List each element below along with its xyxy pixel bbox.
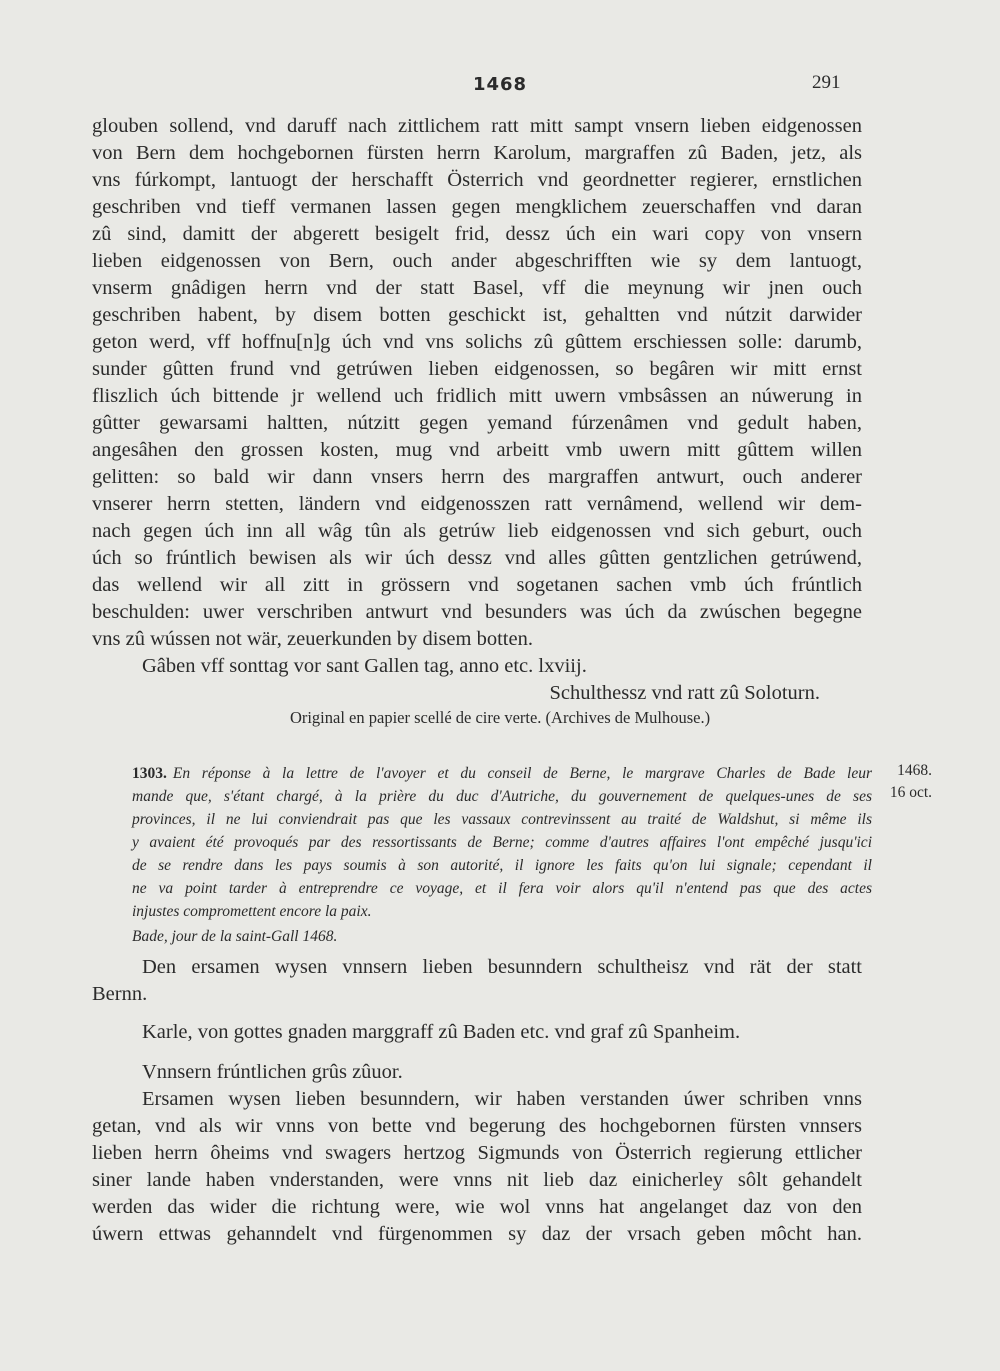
text-line: lieben herrn ôheims vnd swagers hertzog Sigmunds von Österrich regierung ettlicher: [92, 1142, 862, 1164]
greeting-line: Vnnsern frúntlichen grûs zûuor.: [142, 1061, 403, 1083]
text-line: geschriben vnd tieff vermanen lassen gegen mengklichem zeuerschaffen vnd daran: [92, 196, 862, 218]
summary-line: provinces, il ne lui conviendrait pas que les vassaux contrevinssent au traité de Waldshut, si même ils: [132, 811, 872, 828]
text-line: geton werd, vff hoffnu[n]g úch vnd vns solichs zû gûttem erschiessen solle: darumb,: [92, 331, 862, 353]
entry-number: 1303.: [132, 765, 167, 782]
margin-year: 1468.: [897, 762, 932, 779]
entry-place-date: Bade, jour de la saint-Gall 1468.: [132, 928, 338, 945]
text-line: das wellend wir all zitt in grössern vnd sogetanen sachen vmb úch frúntlich: [92, 574, 862, 596]
running-header-year: 1468: [472, 74, 528, 95]
summary-line: injustes compromettent encore la paix.: [132, 903, 372, 920]
text-line: lieben eidgenossen von Bern, ouch ander abgeschrifften wie sy dem lantuogt,: [92, 250, 862, 272]
margin-date: 16 oct.: [889, 784, 932, 801]
summary-line: de se rendre dans les pays soumis à son autorité, il ignore les faits qu'on lui signale; cependant il: [132, 857, 872, 874]
letter-signature: Schulthessz vnd ratt zû Soloturn.: [549, 682, 820, 704]
summary-line: mande que, s'étant chargé, à la prière du duc d'Autriche, du gouvernement de quelques-unes de ses: [132, 788, 872, 805]
letter-2: [92, 956, 862, 1250]
address-line: Bernn.: [92, 983, 148, 1005]
text-line: gûtter gewarsami haltten, nútzitt gegen yemand fúrzenâmen vnd gedult haben,: [92, 412, 862, 434]
text-line: úwern ettwas gehanndelt vnd fürgenommen sy daz der vrsach geben môcht han.: [92, 1223, 862, 1245]
text-line: siner lande haben vnderstanden, were vnns nit lieb daz einicherley sôlt gehandelt: [92, 1169, 862, 1191]
summary-line: [132, 762, 872, 785]
text-line: beschulden: uwer verschriben antwurt vnd besunders was úch da zwúschen begegne: [92, 601, 862, 623]
summary-line: ne va point tarder à entreprendre ce voyage, et il fera voir alors qu'il n'entend pas que des actes: [132, 880, 872, 897]
text-line: von Bern dem hochgebornen fürsten herrn Karolum, margraffen zû Baden, jetz, als: [92, 142, 862, 164]
text-line: zû sind, damitt der abgerett besigelt frid, dessz úch ein wari copy von vnsern: [92, 223, 862, 245]
text-line: nach gegen úch inn all wâg tûn als getrúw lieb eidgenossen vnd sich geburt, ouch: [92, 520, 862, 542]
text-line: vns zû wússen not wär, zeuerkunden by disem botten.: [92, 628, 533, 650]
letter-date-line: Gâben vff sonttag vor sant Gallen tag, anno etc. lxviij.: [142, 655, 587, 677]
text-line: geschriben habent, by disem botten geschickt ist, gehaltten vnd nútzit darwider: [92, 304, 862, 326]
text-line: angesâhen den grossen kosten, mug vnd arbeitt vmb uwern mitt gûttem willen: [92, 439, 862, 461]
text-line: vnserer herrn stetten, ländern vnd eidgenosszen ratt vernâmend, wellend wir dem-: [92, 493, 862, 515]
text-line: getan, vnd als wir vnns von bette vnd begerung des hochgebornen fürsten vnnsers: [92, 1115, 862, 1137]
text-line: gelitten: so bald wir dann vnsers herrn des margraffen antwurt, ouch anderer: [92, 466, 862, 488]
text-line: fliszlich úch bittende jr wellend uch fridlich mitt uwern vmbsâssen an núwerung in: [92, 385, 862, 407]
sender-line: Karle, von gottes gnaden marggraff zû Baden etc. vnd graf zû Spanheim.: [142, 1021, 741, 1043]
entry-summary: [132, 762, 872, 948]
source-note: Original en papier scellé de cire verte. (Archives de Mulhouse.): [289, 708, 711, 727]
letter-1: [92, 115, 862, 709]
text-line: vnserm gnâdigen herrn vnd der statt Basel, vff die meynung wir jnen ouch: [92, 277, 862, 299]
text-line: sunder gûtten frund vnd getrúwen lieben eidgenossen, so begâren wir mitt ernst: [92, 358, 862, 380]
text-line: glouben sollend, vnd daruff nach zittlichem ratt mitt sampt vnsern lieben eidgenossen: [92, 115, 862, 137]
address-line: Den ersamen wysen vnnsern lieben besunndern schultheisz vnd rät der statt: [142, 956, 862, 978]
text-line: werden das wider die richtung were, wie wol vnns hat angelanget daz von den: [92, 1196, 862, 1218]
page-number: 291: [812, 72, 841, 93]
text-line: úch so frúntlich bewisen als wir úch dessz vnd alles gûtten gentzlichen getrúwend,: [92, 547, 862, 569]
summary-line-text: En réponse à la lettre de l'avoyer et du conseil de Berne, le margrave Charles de Bade leur: [172, 765, 872, 782]
summary-line: y avaient été provoqués par des ressortissants de Berne; comme d'autres affaires l'ont empêché jusqu'ici: [132, 834, 872, 851]
text-line: vns fúrkompt, lantuogt der herschafft Österrich vnd geordnetter regierer, ernstlichen: [92, 169, 862, 191]
text-line: Ersamen wysen lieben besunndern, wir haben verstanden úwer schriben vnns: [142, 1088, 862, 1110]
